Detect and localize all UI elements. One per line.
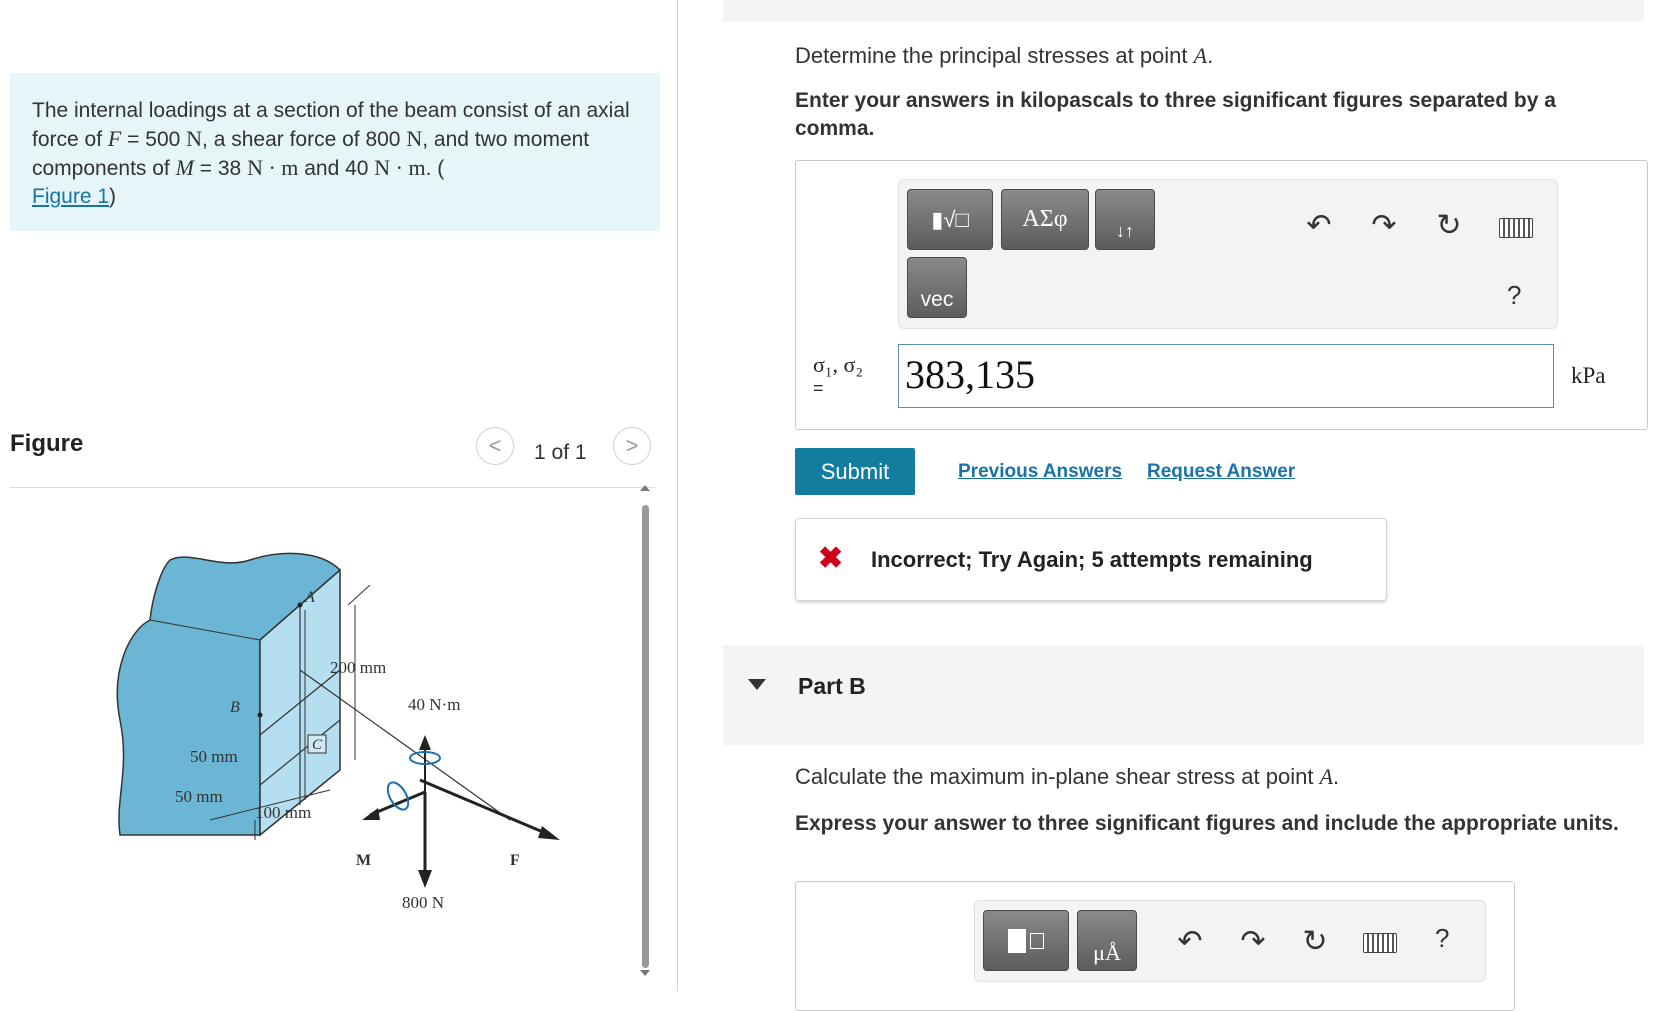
units-icon: μÅ xyxy=(1093,939,1121,965)
next-figure-button[interactable] xyxy=(613,427,651,465)
figure-divider xyxy=(10,487,655,488)
part-b-question xyxy=(795,764,1339,790)
problem-text: , a shear force of 800 xyxy=(202,128,407,151)
scroll-down-icon[interactable] xyxy=(640,970,650,976)
error-x-icon: ✖ xyxy=(818,542,844,575)
variable-label: σ₁, σ₂ xyxy=(813,352,864,377)
reset-icon[interactable]: ↻ xyxy=(1436,208,1462,242)
reset-icon[interactable]: ↻ xyxy=(1302,924,1328,958)
undo-icon[interactable]: ↶ xyxy=(1177,924,1203,958)
answer-input[interactable]: 383,135 xyxy=(898,344,1554,408)
axial-force-arrow xyxy=(420,780,550,835)
point-a xyxy=(298,603,303,608)
vec-icon: vec xyxy=(920,287,954,311)
dim-100: 100 mm xyxy=(255,803,312,822)
request-answer-link[interactable]: Request Answer xyxy=(1147,461,1296,482)
dim-200: 200 mm xyxy=(330,658,387,677)
templates-button-b[interactable] xyxy=(983,910,1069,971)
help-icon[interactable]: ? xyxy=(1507,280,1522,310)
f-label: F xyxy=(510,852,520,869)
part-a-instructions: Enter your answers in kilopascals to three significant figures separated by a comma. xyxy=(795,89,1556,140)
undo-icon[interactable]: ↶ xyxy=(1306,208,1332,242)
redo-icon[interactable]: ↷ xyxy=(1371,208,1397,242)
label-b: B xyxy=(230,699,240,716)
question-text: . xyxy=(1207,43,1214,68)
greek-symbols-button[interactable]: ΑΣφ xyxy=(1001,189,1089,250)
moment-symbol: M xyxy=(175,155,194,180)
submit-button[interactable]: Submit xyxy=(795,448,915,495)
math-toolbar xyxy=(898,179,1558,329)
label-a: A xyxy=(305,589,315,606)
part-b-header[interactable] xyxy=(723,645,1644,745)
caret-down-icon[interactable] xyxy=(748,679,766,690)
unit-text: N xyxy=(186,126,203,151)
figure-link[interactable]: Figure 1 xyxy=(32,185,110,208)
dim-line xyxy=(348,585,370,605)
label-c: C xyxy=(312,737,323,753)
problem-text: and 40 xyxy=(298,157,375,180)
panel-divider xyxy=(677,0,678,991)
question-text: . xyxy=(1333,764,1340,789)
arrows-icon: ↓↑ xyxy=(1116,221,1134,241)
previous-answers-link[interactable]: Previous Answers xyxy=(958,461,1123,482)
part-b-instructions: Express your answer to three significant figures and include the appropriate units. xyxy=(795,812,1619,835)
answer-area-b xyxy=(795,881,1515,1011)
header-strip xyxy=(723,0,1644,22)
figure-counter: 1 of 1 xyxy=(534,441,587,464)
vector-button[interactable] xyxy=(907,257,967,318)
problem-text: = 500 xyxy=(121,128,187,151)
problem-text: ) xyxy=(109,185,117,208)
problem-text: = 38 xyxy=(193,157,248,180)
redo-icon[interactable]: ↷ xyxy=(1240,924,1266,958)
unit-label: kPa xyxy=(1571,363,1606,388)
chevron-right-icon: > xyxy=(625,433,639,458)
problem-statement xyxy=(10,73,660,231)
unit-text: N · m xyxy=(247,155,299,180)
unit-text: N xyxy=(406,126,423,151)
problem-text: , and two moment components of xyxy=(32,128,590,180)
question-text: Calculate the maximum in-plane shear stress at point xyxy=(795,764,1320,789)
math-toolbar-b xyxy=(974,900,1486,982)
part-a-question xyxy=(795,43,1213,69)
unit-text: N · m xyxy=(374,155,426,180)
shear-label: 800 N xyxy=(402,893,445,912)
fraction-template-icon xyxy=(1030,933,1044,949)
part-b-title: Part B xyxy=(798,673,866,699)
sqrt-template-icon: ▮√□ xyxy=(931,206,969,232)
force-symbol: F xyxy=(107,126,122,151)
arrowhead xyxy=(538,826,560,840)
help-icon[interactable]: ? xyxy=(1435,923,1450,953)
arrowhead xyxy=(419,735,431,750)
arrowhead xyxy=(418,870,432,888)
question-text: Determine the principal stresses at point xyxy=(795,43,1194,68)
keyboard-icon[interactable] xyxy=(1363,933,1397,953)
moment-label: 40 N·m xyxy=(408,695,461,714)
point-symbol: A xyxy=(1319,764,1334,789)
dim-50b: 50 mm xyxy=(175,787,223,806)
point-symbol: A xyxy=(1193,43,1208,68)
arrows-button[interactable] xyxy=(1095,189,1155,250)
dim-50a: 50 mm xyxy=(190,747,238,766)
arrowhead xyxy=(362,808,380,820)
m-label: M xyxy=(356,852,372,869)
scroll-up-icon[interactable] xyxy=(640,485,650,491)
chevron-left-icon: < xyxy=(488,433,502,458)
figure-heading: Figure xyxy=(10,430,84,457)
equals-sign: = xyxy=(813,378,824,398)
feedback-message xyxy=(795,518,1387,601)
fraction-template-icon xyxy=(1008,929,1026,953)
feedback-text: Incorrect; Try Again; 5 attempts remaining xyxy=(871,547,1313,572)
problem-text: . ( xyxy=(425,157,445,180)
keyboard-icon[interactable] xyxy=(1499,218,1533,238)
beam-figure xyxy=(80,530,640,930)
figure-scrollbar[interactable] xyxy=(642,505,649,968)
templates-button[interactable] xyxy=(907,189,993,250)
point-b xyxy=(258,713,263,718)
units-button[interactable] xyxy=(1077,910,1137,971)
problem-text: The internal loadings at a section of the beam consist of an axial force of xyxy=(32,99,630,151)
prev-figure-button[interactable] xyxy=(476,427,514,465)
